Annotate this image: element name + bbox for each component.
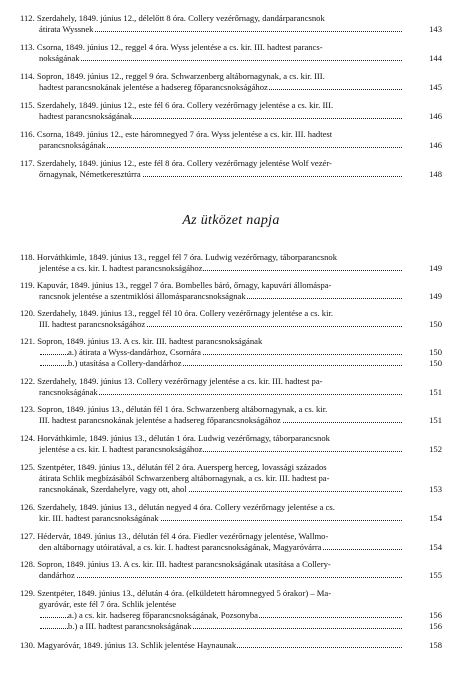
entry-text: jelentése a cs. kir. I. hadtest parancsnokságához (39, 263, 203, 273)
page-number: 146 (426, 140, 442, 151)
entry-text: 129. Szentpéter, 1849. június 13., délután 4 óra. (elküldetett háromnegyed 5 órakor) – Ma- (20, 588, 332, 598)
entry-text: 130. Magyaróvár, 1849. június 13. Schlik jelentése Haynaunak (20, 640, 237, 650)
entry-text: 126. Szerdahely, 1849. június 13., délután negyed 4 óra. Collery vezérőrnagy jelentése a cs. (20, 502, 335, 512)
page-number: 146 (426, 111, 442, 122)
entry-text: 127. Hédervár, 1849. június 13., délután fél 4 óra. Fiedler vezérőrnagy jelentése, Wallmo- (20, 531, 329, 541)
entry-text: nokságának (39, 53, 80, 63)
entry-text: hadtest parancsnokságának (39, 111, 133, 121)
entry-text: átirata Wyssnek (39, 24, 94, 34)
entry-text: 116. Csorna, 1849. június 12., este háromnegyed 7 óra. Wyss jelentése a cs. kir. III. hadtest (20, 129, 333, 139)
toc-entry-120 (20, 308, 442, 330)
toc-entry-124 (20, 433, 442, 455)
entry-text: rancsnokának, Szerdahelyre, vagy ott, ahol (39, 484, 187, 494)
page-number: 152 (426, 444, 442, 455)
toc-entry-112 (20, 13, 442, 35)
toc-entry-121 (20, 336, 442, 369)
entry-text: rancsnokságának (39, 387, 98, 397)
entry-text: 121. Sopron, 1849. június 13. A cs. kir. III. hadtest parancsnokságának (20, 336, 263, 346)
entry-text: őrnagynak, Németkeresztúrra (39, 169, 141, 179)
toc-entry-122 (20, 376, 442, 398)
toc-entry-114 (20, 71, 442, 93)
page-number: 153 (426, 484, 442, 495)
entry-text: 114. Sopron, 1849. június 12., reggel 9 óra. Schwarzenberg altábornagynak, a cs. kir. III. (20, 71, 325, 81)
entry-text: gyaróvár, este fél 7 óra. Schlik jelentése (39, 599, 177, 609)
toc-entry-129 (20, 588, 442, 632)
page-number: 156 (426, 610, 442, 621)
toc-entry-118 (20, 252, 442, 274)
toc-entry-130 (20, 640, 442, 651)
toc-entry-126 (20, 502, 442, 524)
entry-text: III. hadtest parancsnokságához (39, 319, 146, 329)
toc-entry-113 (20, 42, 442, 64)
page-number: 151 (426, 387, 442, 398)
entry-text: hadtest parancsnokának jelentése a hadsereg főparancsnokságához (39, 82, 268, 92)
page-number: 149 (426, 263, 442, 274)
toc-entry-116 (20, 129, 442, 151)
entry-text: 125. Szentpéter, 1849. június 13., délután fél 2 óra. Auersperg herceg, lovassági százados (20, 462, 327, 472)
sub-entry-text: b.) utasítása a Collery-dandárhoz (68, 358, 182, 368)
toc-entry-125 (20, 462, 442, 495)
entry-text: 124. Horváthkimle, 1849. június 13., délután 1 óra. Ludwig vezérőrnagy, táborparancsnok (20, 433, 330, 443)
entry-text: 115. Szerdahely, 1849. június 12., este fél 6 óra. Collery vezérőrnagy jelentése a cs. kir. III. (20, 100, 334, 110)
page-number: 150 (426, 347, 442, 358)
entry-text: 117. Szerdahely, 1849. június 12., este fél 8 óra. Collery vezérőrnagy jelentése Wolf vezér- (20, 158, 332, 168)
page-number: 149 (426, 291, 442, 302)
entry-text: rancsnok jelentése a szentmiklósi állomásparancsnokságnak (39, 291, 246, 301)
entry-text: III. hadtest parancsnokának jelentése a hadsereg főparancsnokságához (39, 415, 281, 425)
entry-text: 113. Csorna, 1849. június 12., reggel 4 óra. Wyss jelentése a cs. kir. III. hadtest parancs- (20, 42, 323, 52)
entry-text: 119. Kapuvár, 1849. június 13., reggel 7 óra. Bombelles báró, őrnagy, kapuvári állomáspa- (20, 280, 332, 290)
toc-entry-127 (20, 531, 442, 553)
sub-entry-text: a.) átirata a Wyss-dandárhoz, Csornára (68, 347, 201, 357)
entry-text: 122. Szerdahely, 1849. június 13. Collery vezérőrnagy jelentése a cs. kir. III. hadtest pa- (20, 376, 323, 386)
entry-text: 112. Szerdahely, 1849. június 12., délelőtt 8 óra. Collery vezérőrnagy, dandárparancsnok (20, 13, 325, 23)
section-title: Az ütközet napja (182, 213, 280, 228)
toc-entry-119 (20, 280, 442, 302)
page-number: 156 (426, 621, 442, 632)
page-number: 150 (426, 319, 442, 330)
page-number: 154 (426, 513, 442, 524)
entry-text: kir. III. hadtest parancsnokságának (39, 513, 159, 523)
sub-entry-text: a.) a cs. kir. hadsereg főparancsnokságának, Pozsonyba (68, 610, 258, 620)
entry-text: 128. Sopron, 1849. június 13. A cs. kir. III. hadtest parancsnokságának utasítása a Collery- (20, 559, 331, 569)
entry-text: 118. Horváthkimle, 1849. június 13., reggel fél 7 óra. Ludwig vezérőrnagy, táborparancsnok (20, 252, 338, 262)
page-number: 150 (426, 358, 442, 369)
page-number: 144 (426, 53, 442, 64)
toc-entry-117 (20, 158, 442, 180)
page-number: 145 (426, 82, 442, 93)
page-number: 155 (426, 570, 442, 581)
toc-entry-115 (20, 100, 442, 122)
page-number: 143 (426, 24, 442, 35)
page-number: 151 (426, 415, 442, 426)
entry-text: parancsnokságának (39, 140, 106, 150)
page-number: 148 (426, 169, 442, 180)
entry-text: den altábornagy utóiratával, a cs. kir. I. hadtest parancsnokságának, Magyaróvárra (39, 542, 322, 552)
entry-text: 123. Sopron, 1849. június 13., délután fél 1 óra. Schwarzenberg altábornagynak, a cs. kir. (20, 404, 328, 414)
entry-text: jelentése a cs. kir. I. hadtest parancsnokságához (39, 444, 203, 454)
entry-text: átirata Schlik megbízásából Schwarzenberg altábornagynak, a cs. kir. III. hadtest pa- (39, 473, 330, 483)
entry-text: dandárhoz (39, 570, 75, 580)
toc-entry-128 (20, 559, 442, 581)
sub-entry-text: b.) a III. hadtest parancsnokságának (68, 621, 192, 631)
toc-entry-123 (20, 404, 442, 426)
entry-text: 120. Szerdahely, 1849. június 13., reggel fél 10 óra. Collery vezérőrnagy jelentése a cs. kir. (20, 308, 334, 318)
page-number: 154 (426, 542, 442, 553)
page-number: 158 (426, 640, 442, 651)
